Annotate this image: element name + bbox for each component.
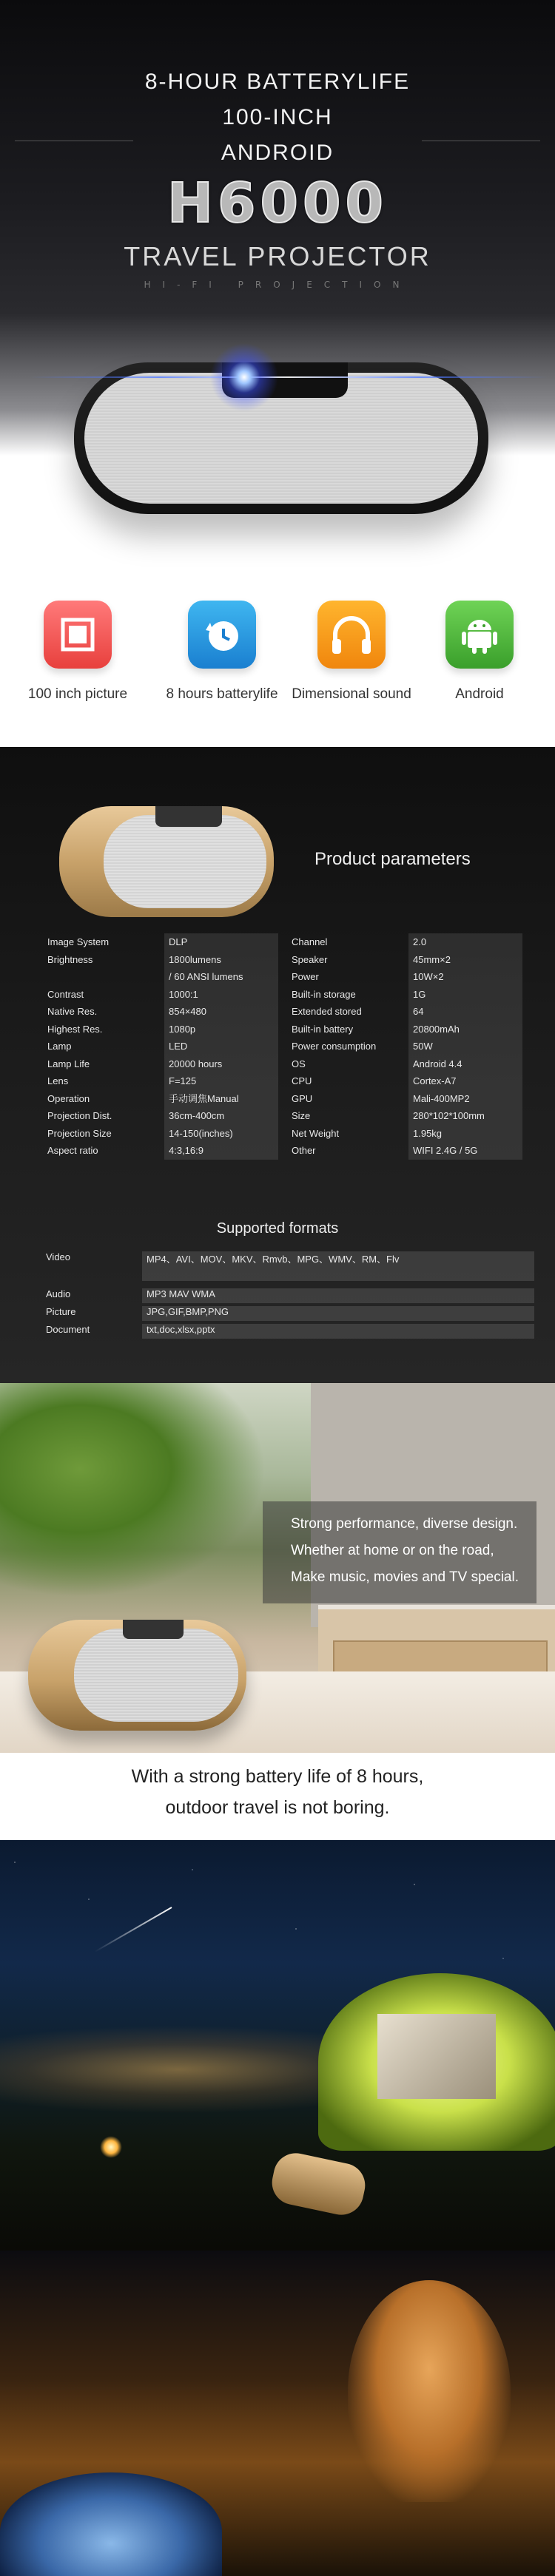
fullscreen-icon [44, 601, 112, 669]
param-key: OS [292, 1058, 306, 1069]
format-value: MP3 MAV WMA [142, 1288, 534, 1303]
param-key: Image System [47, 936, 110, 947]
feature-label: 100 inch picture [27, 686, 128, 702]
param-value: 20800mAh [408, 1021, 522, 1038]
caption-line2: Whether at home or on the road, [291, 1543, 494, 1558]
param-table-left [46, 933, 278, 1160]
param-key: Highest Res. [47, 1023, 103, 1035]
param-value: WIFI 2.4G / 5G [408, 1142, 522, 1160]
param-row [46, 1055, 278, 1073]
param-row [46, 1125, 278, 1143]
param-row [46, 1038, 278, 1055]
param-value: F=125 [164, 1072, 278, 1090]
param-value: 50W [408, 1038, 522, 1055]
format-key: Video [46, 1251, 71, 1262]
lens-housing [123, 1620, 184, 1639]
param-value: 1.95kg [408, 1125, 522, 1143]
param-row [290, 1072, 522, 1090]
param-key: Lamp Life [47, 1058, 90, 1069]
param-key: Brightness [47, 953, 93, 965]
couple-silhouette [348, 2280, 511, 2502]
param-row [290, 951, 522, 969]
param-value: LED [164, 1038, 278, 1055]
param-key: Built-in storage [292, 988, 356, 1000]
hero-tagline: HI-FI PROJECTION [144, 280, 411, 290]
param-key: Lens [47, 1075, 69, 1086]
home-scene-photo [0, 1383, 555, 1753]
slogan-line1: With a strong battery life of 8 hours, [131, 1766, 424, 1787]
hero-title-line1: 8-HOUR BATTERYLIFE [144, 70, 411, 94]
param-value: 1800lumens [164, 951, 278, 969]
feature-label: Dimensional sound [292, 686, 411, 702]
android-icon [445, 601, 514, 669]
param-table-right [290, 933, 522, 1160]
projector-image [74, 362, 488, 514]
product-parameters [0, 747, 555, 1383]
projector-on-table [28, 1620, 246, 1731]
param-value: 280*102*100mm [408, 1107, 522, 1125]
formats-title: Supported formats [216, 1220, 339, 1237]
param-row [290, 1090, 522, 1108]
param-row [290, 1107, 522, 1125]
tree-foliage [0, 1383, 266, 1598]
param-key: Power [292, 971, 319, 982]
projector-on-grass [268, 2149, 369, 2219]
param-row [290, 1125, 522, 1143]
projector-gold-image [59, 806, 274, 917]
feature-item [285, 601, 418, 703]
feature-item [11, 601, 144, 703]
param-row [290, 1021, 522, 1038]
param-row [46, 1107, 278, 1125]
history-clock-icon [188, 601, 256, 669]
lens-housing [155, 806, 222, 827]
param-row [290, 986, 522, 1004]
param-row [46, 968, 278, 986]
caption-line1: Strong performance, diverse design. [291, 1516, 518, 1532]
param-key: Native Res. [47, 1006, 98, 1017]
slogan-line2: outdoor travel is not boring. [165, 1797, 390, 1818]
param-value: DLP [164, 933, 278, 951]
battery-slogan [0, 1753, 555, 1840]
param-key: Lamp [47, 1041, 72, 1052]
param-value: / 60 ANSI lumens [164, 968, 278, 986]
param-row [46, 1021, 278, 1038]
param-key: Projection Size [47, 1127, 112, 1139]
headphones-icon [317, 601, 386, 669]
param-row [46, 1072, 278, 1090]
hero-title-line2: 100-INCH [222, 105, 333, 129]
param-key: Power consumption [292, 1041, 377, 1052]
param-key: CPU [292, 1075, 312, 1086]
format-value: txt,doc,xlsx,pptx [142, 1324, 534, 1339]
feature-icons [0, 569, 555, 747]
format-row-video [46, 1251, 534, 1281]
param-key: Aspect ratio [47, 1145, 98, 1156]
param-value: 1000:1 [164, 986, 278, 1004]
param-row [290, 1038, 522, 1055]
param-value: 36cm-400cm [164, 1107, 278, 1125]
hero-title-line3: ANDROID [221, 141, 334, 165]
model-logo: H6000 [167, 172, 388, 235]
feature-label: 8 hours batterylife [166, 686, 278, 702]
format-row-audio [46, 1288, 534, 1303]
param-value: Mali-400MP2 [408, 1090, 522, 1108]
speaker-grill [74, 1629, 238, 1722]
param-key: Speaker [292, 953, 328, 965]
param-key: Channel [292, 936, 328, 947]
param-row [290, 1142, 522, 1160]
param-value: 20000 hours [164, 1055, 278, 1073]
param-value: 64 [408, 1003, 522, 1021]
param-key: Operation [47, 1092, 90, 1104]
param-key: Projection Dist. [47, 1110, 112, 1121]
param-row [290, 968, 522, 986]
speaker-grill [104, 815, 266, 908]
format-key: Picture [46, 1306, 76, 1317]
lens-flare [207, 340, 281, 414]
param-value: 手动调焦Manual [164, 1090, 278, 1108]
param-row [46, 1003, 278, 1021]
hero-subtitle: TRAVEL PROJECTOR [124, 241, 431, 271]
blue-tent-screen [0, 2472, 222, 2576]
param-key: Extended stored [292, 1006, 362, 1017]
parameters-title: Product parameters [314, 849, 471, 869]
param-value: 854×480 [164, 1003, 278, 1021]
param-key: GPU [292, 1092, 313, 1104]
param-row [46, 1142, 278, 1160]
feature-label: Android [455, 686, 504, 702]
param-row [290, 1003, 522, 1021]
param-value: 45mm×2 [408, 951, 522, 969]
format-key: Audio [46, 1288, 71, 1299]
projected-screen [377, 2014, 496, 2099]
param-row [46, 951, 278, 969]
format-value: JPG,GIF,BMP,PNG [142, 1306, 534, 1321]
format-key: Document [46, 1324, 90, 1335]
param-row [290, 1055, 522, 1073]
feature-item [155, 601, 289, 703]
param-key: Other [292, 1145, 316, 1156]
param-row [46, 933, 278, 951]
param-value: 1080p [164, 1021, 278, 1038]
param-key [46, 968, 164, 986]
format-row-picture [46, 1306, 534, 1321]
param-value: Android 4.4 [408, 1055, 522, 1073]
camping-night-photo [0, 1840, 555, 2251]
param-value: 2.0 [408, 933, 522, 951]
sunset-couple-photo [0, 2251, 555, 2576]
caption-line3: Make music, movies and TV special. [291, 1569, 519, 1585]
param-value: 4:3,16:9 [164, 1142, 278, 1160]
param-key: Contrast [47, 988, 84, 1000]
feature-item [413, 601, 546, 703]
lantern-light [100, 2136, 122, 2158]
param-value: 1G [408, 986, 522, 1004]
param-key: Size [292, 1110, 311, 1121]
param-key: Net Weight [292, 1127, 340, 1139]
format-value: MP4、AVI、MOV、MKV、Rmvb、MPG、WMV、RM、Flv [142, 1251, 534, 1281]
hero-banner [0, 0, 555, 569]
param-row [46, 1090, 278, 1108]
param-value: Cortex-A7 [408, 1072, 522, 1090]
lens-flare-streak [30, 376, 548, 378]
param-value: 14-150(inches) [164, 1125, 278, 1143]
param-key: Built-in battery [292, 1023, 354, 1035]
param-value: 10W×2 [408, 968, 522, 986]
param-row [46, 986, 278, 1004]
format-row-document [46, 1324, 534, 1339]
param-row [290, 933, 522, 951]
